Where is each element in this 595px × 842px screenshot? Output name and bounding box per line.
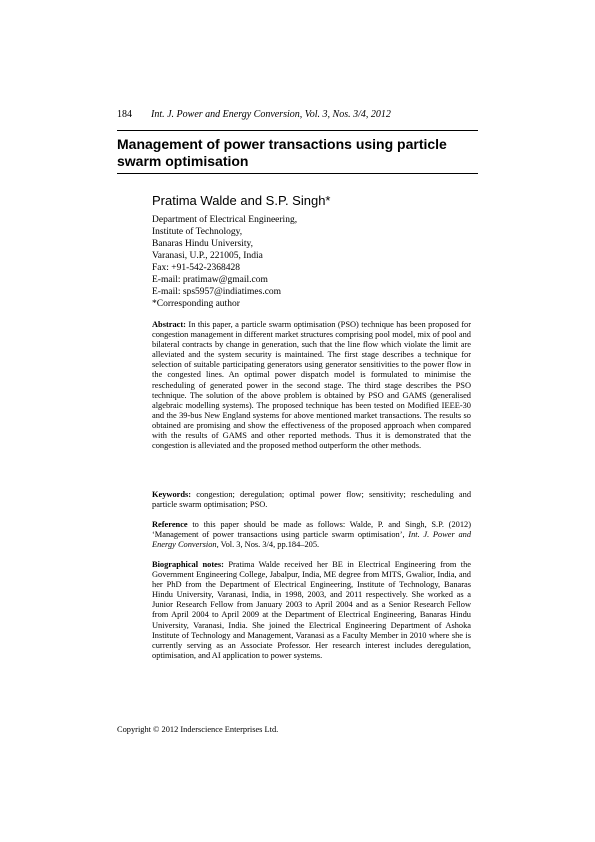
affiliation-block xyxy=(152,214,472,310)
affiliation-line: Institute of Technology, xyxy=(152,227,243,237)
copyright-footer: Copyright © 2012 Inderscience Enterprises Ltd. xyxy=(117,725,279,734)
reference-label: Reference xyxy=(152,520,188,529)
affiliation-line: Department of Electrical Engineering, xyxy=(152,215,298,225)
bio-text: Pratima Walde received her BE in Electrical Engineering from the Government Engineering College, Jabalpur, India, ME degree from MITS, Gwalior, India, and her PhD from the Department of Electrical Engineering, Institute of Technology, Banaras Hindu University, Varanasi, India, in 1998, 2003, and 2011 respectively. She worked as a Junior Research Fellow from January 2003 to April 2004 and as a Senior Research Fellow from April 2004 to April 2009 at the Department of Electrical Engineering, Banaras Hindu University, Varanasi, India. She joined the Electrical Engineering Department of Ashoka Institute of Technology and Management, Varanasi as a Faculty Member in 2010 where she is currently serving as an Associate Professor. Her research interest includes deregulation, optimisation, and AI application to power systems. xyxy=(152,560,472,660)
fax-line: Fax: +91-542-2368428 xyxy=(152,263,240,273)
keywords-label: Keywords: xyxy=(152,490,192,499)
email-line[interactable]: E-mail: sps5957@indiatimes.com xyxy=(152,287,282,297)
reference-text-end: Vol. 3, Nos. 3/4, pp.184–205. xyxy=(220,540,320,550)
abstract xyxy=(152,320,471,451)
paper-title: Management of power transactions using particle swarm optimisation xyxy=(117,136,447,169)
journal-line: Int. J. Power and Energy Conversion, Vol. 3, Nos. 3/4, 2012 xyxy=(151,109,391,120)
email-line[interactable]: E-mail: pratimaw@gmail.com xyxy=(152,275,268,285)
abstract-text: In this paper, a particle swarm optimisation (PSO) technique has been proposed for congestion management in different market structures comprising pool model, mix of pool and bilateral contracts by change in generation, such that the line flow which violate the limit are alleviated and the system security is maintained. The first stage describes a technique for selection of suitable participating generators using generator sensitivities to the power flow in the congested lines. An optimal power dispatch model is formulated to minimise the rescheduling of generated power in the second stage. The third stage describes the PSO technique. The solution of the above problem is obtained by PSO and GAMS (generalised algebraic modelling systems). The proposed technique has been tested on Modified IEEE-30 and the 39-bus New England systems for above mentioned market transactions. The results so obtained are promising and show the effectiveness of the proposed approach when compared with the results of GAMS and other reported methods. Thus it is demonstrated that the congestion is alleviated and the proposed method outperform the other methods. xyxy=(152,320,471,451)
bio-label: Biographical notes: xyxy=(152,560,224,569)
abstract-label: Abstract: xyxy=(152,320,186,329)
page-number: 184 xyxy=(117,109,132,120)
reference-journal: Int. J. Power and Energy Conversion, xyxy=(152,530,472,550)
authors: Pratima Walde and S.P. Singh* xyxy=(152,193,331,208)
title-top-rule xyxy=(117,130,478,131)
keywords-text: congestion; deregulation; optimal power flow; sensitivity; rescheduling and particle swarm optimisation; PSO. xyxy=(152,490,472,510)
biographical-notes xyxy=(152,560,471,661)
running-header xyxy=(117,109,477,121)
reference-text: to this paper should be made as follows: Walde, P. and Singh, S.P. (2012) ‘Management of power transactions using particle swarm optimisation’, xyxy=(152,520,471,540)
corresponding-author-note: *Corresponding author xyxy=(152,299,240,309)
reference xyxy=(152,520,471,550)
affiliation-line: Banaras Hindu University, xyxy=(152,239,253,249)
title-bottom-rule xyxy=(117,173,478,174)
affiliation-line: Varanasi, U.P., 221005, India xyxy=(152,251,263,261)
keywords xyxy=(152,490,471,510)
